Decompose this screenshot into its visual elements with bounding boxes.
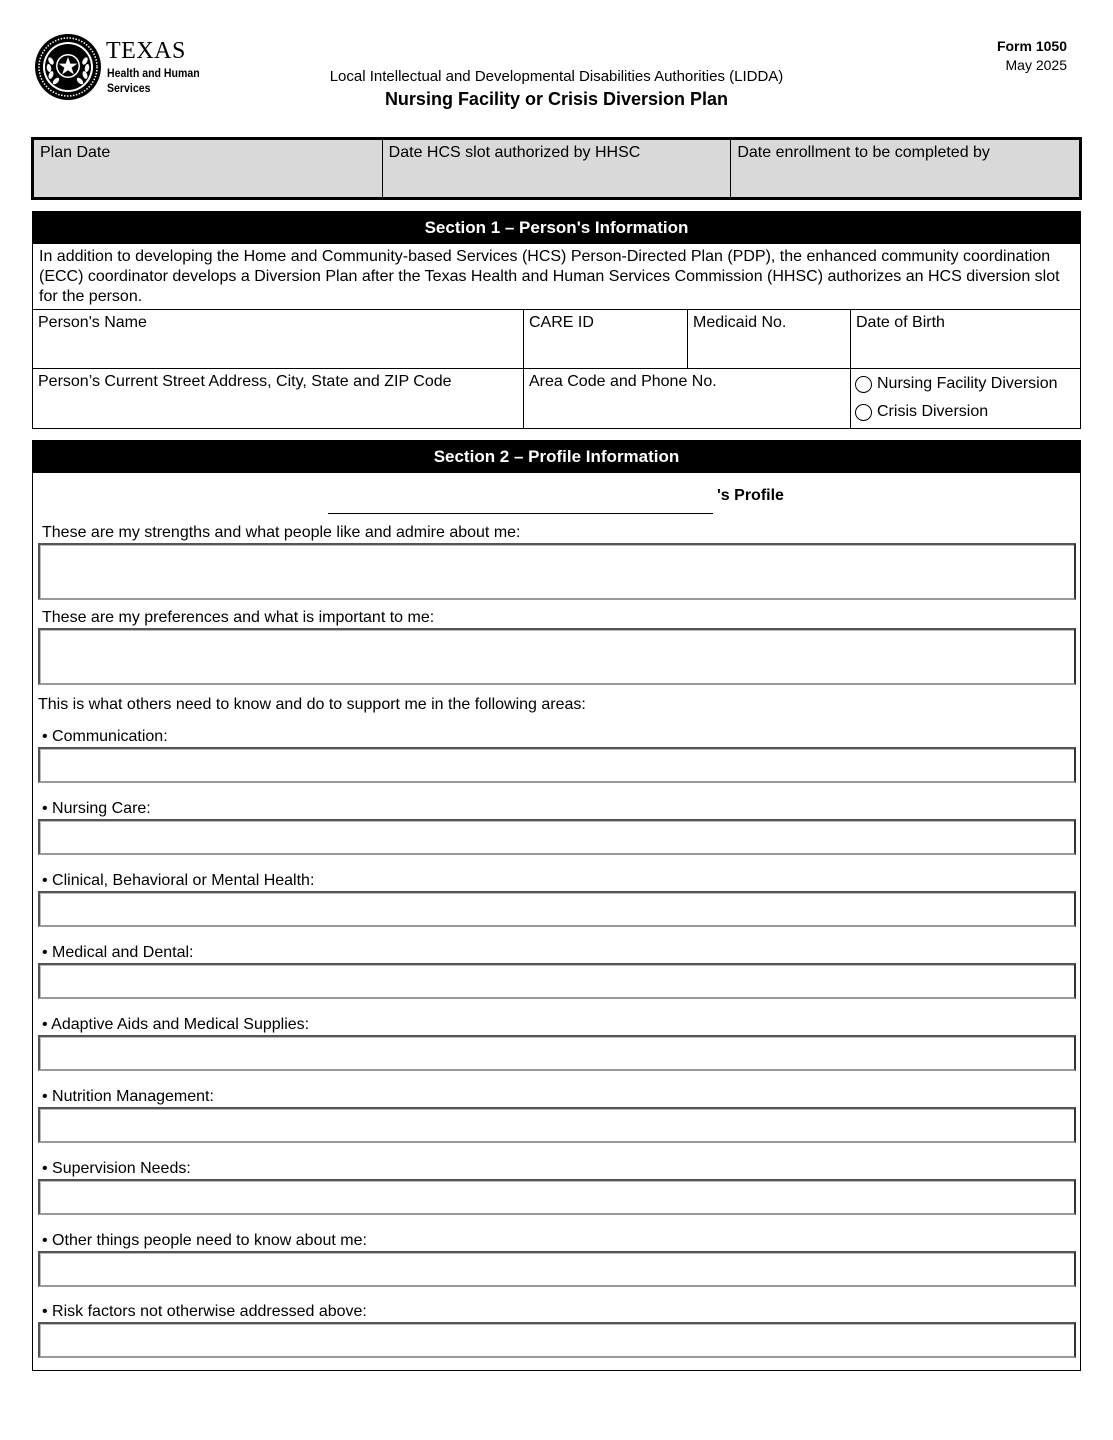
nursing-care-label: • Nursing Care: [42, 800, 151, 817]
nursing-facility-diversion-label: Nursing Facility Diversion [877, 375, 1058, 392]
crisis-diversion-label: Crisis Diversion [877, 403, 989, 420]
logo-texas-text: TEXAS [106, 38, 186, 64]
nutrition-management-input[interactable] [38, 1107, 1076, 1143]
form-number: Form 1050 [996, 38, 1067, 54]
plan-date-field[interactable] [34, 140, 383, 197]
address-field[interactable] [33, 369, 524, 428]
profile-suffix-label: 's Profile [717, 487, 784, 504]
care-id-field[interactable] [524, 310, 688, 368]
strengths-label: These are my strengths and what people like and admire about me: [42, 524, 521, 541]
preferences-label: These are my preferences and what is important to me: [42, 609, 435, 626]
adaptive-aids-label: • Adaptive Aids and Medical Supplies: [42, 1016, 310, 1033]
support-intro: This is what others need to know and do to support me in the following areas: [38, 696, 586, 713]
communication-label: • Communication: [42, 728, 168, 745]
risk-factors-input[interactable] [38, 1322, 1076, 1358]
form-subtitle: Local Intellectual and Developmental Disabilities Authorities (LIDDA) [329, 68, 784, 85]
section-1-persons-information [32, 211, 1081, 429]
risk-factors-label: • Risk factors not otherwise addressed above: [42, 1303, 367, 1320]
date-of-birth-label: Date of Birth [856, 314, 945, 331]
other-things-label: • Other things people need to know about me: [42, 1232, 367, 1249]
person-name-label: Person's Name [38, 314, 147, 331]
crisis-diversion-option[interactable] [855, 398, 1075, 426]
nutrition-management-label: • Nutrition Management: [42, 1088, 214, 1105]
person-id-row [33, 310, 1080, 369]
supervision-needs-label: • Supervision Needs: [42, 1160, 191, 1177]
nursing-care-input[interactable] [38, 819, 1076, 855]
communication-input[interactable] [38, 747, 1076, 783]
address-label: Person’s Current Street Address, City, State and ZIP Code [38, 373, 452, 390]
form-title: Nursing Facility or Crisis Diversion Plan [384, 89, 729, 109]
medical-dental-label: • Medical and Dental: [42, 944, 194, 961]
section-1-title: Section 1 – Person's Information [33, 212, 1080, 244]
nursing-facility-diversion-radio[interactable] [855, 376, 872, 393]
plan-date-label: Plan Date [40, 144, 111, 161]
form-header [0, 0, 1113, 130]
dates-table [31, 137, 1082, 200]
profile-name-input[interactable] [328, 513, 713, 514]
phone-field[interactable] [524, 369, 851, 428]
logo-agency-line2: Services [107, 81, 151, 95]
enrollment-date-field[interactable] [731, 140, 1079, 197]
strengths-input[interactable] [38, 543, 1076, 600]
slot-authorized-date-field[interactable] [383, 140, 732, 197]
nursing-facility-diversion-option[interactable] [855, 370, 1075, 398]
clinical-behavioral-input[interactable] [38, 891, 1076, 927]
date-of-birth-field[interactable] [851, 310, 1080, 368]
adaptive-aids-input[interactable] [38, 1035, 1076, 1071]
other-things-input[interactable] [38, 1251, 1076, 1287]
supervision-needs-input[interactable] [38, 1179, 1076, 1215]
diversion-type-group [851, 369, 1080, 428]
section-1-intro: In addition to developing the Home and Community-based Services (HCS) Person-Directed Plan (PDP), the enhanced community coordination (ECC) coordinator develops a Diversion Plan after the Texas Health and Human Services Commission (HHSC) authorizes an HCS diversion slot for the person. [33, 244, 1080, 310]
medical-dental-input[interactable] [38, 963, 1076, 999]
enrollment-date-label: Date enrollment to be completed by [737, 144, 990, 161]
section-2-profile-information [32, 440, 1081, 1371]
phone-label: Area Code and Phone No. [529, 373, 717, 390]
person-contact-row [33, 369, 1080, 428]
medicaid-number-field[interactable] [688, 310, 851, 368]
medicaid-number-label: Medicaid No. [693, 314, 787, 331]
logo-agency-line1: Health and Human [107, 66, 200, 80]
person-name-field[interactable] [33, 310, 524, 368]
clinical-behavioral-label: • Clinical, Behavioral or Mental Health: [42, 872, 315, 889]
crisis-diversion-radio[interactable] [855, 404, 872, 421]
preferences-input[interactable] [38, 628, 1076, 685]
care-id-label: CARE ID [529, 314, 594, 331]
section-2-title: Section 2 – Profile Information [33, 441, 1080, 473]
slot-authorized-date-label: Date HCS slot authorized by HHSC [388, 144, 641, 161]
form-date: May 2025 [1005, 57, 1067, 73]
